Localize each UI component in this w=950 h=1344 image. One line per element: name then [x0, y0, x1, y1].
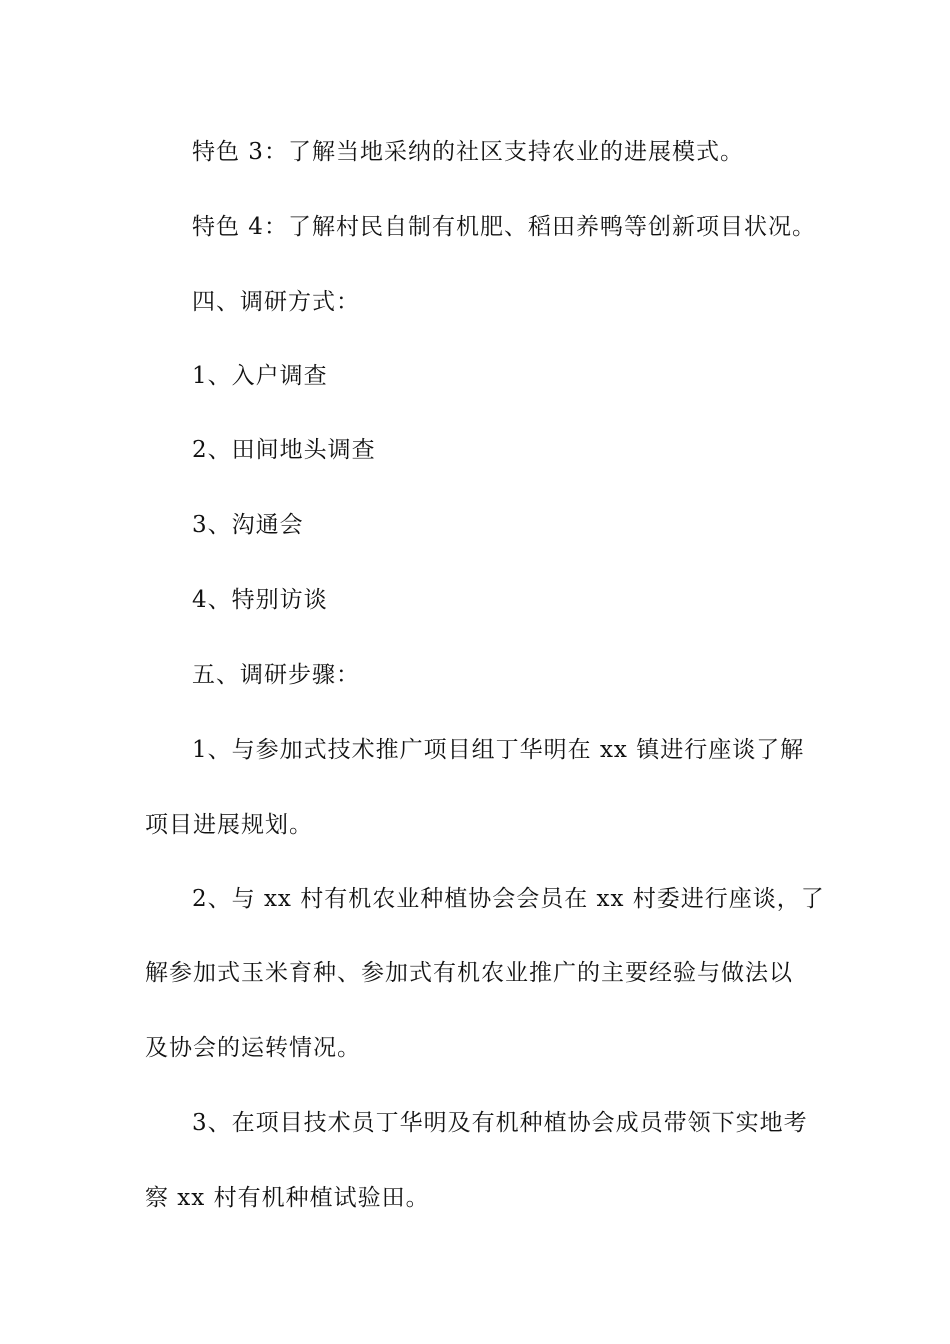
method-item-2: 2、田间地头调查: [192, 437, 376, 463]
method-item-3: 3、沟通会: [192, 512, 304, 538]
step-1-line-1: 1、与参加式技术推广项目组丁华明在 xx 镇进行座谈了解: [192, 737, 805, 763]
step-2-line-3: 及协会的运转情况。: [145, 1035, 361, 1061]
step-3-line-1: 3、在项目技术员丁华明及有机种植协会成员带领下实地考: [192, 1110, 808, 1136]
heading-research-methods: 四、调研方式：: [192, 289, 360, 315]
heading-research-steps: 五、调研步骤：: [192, 662, 360, 688]
method-item-1: 1、入户调查: [192, 363, 328, 389]
step-2-line-2: 解参加式玉米育种、参加式有机农业推广的主要经验与做法以: [145, 960, 793, 986]
step-2-line-1: 2、与 xx 村有机农业种植协会会员在 xx 村委进行座谈，了: [192, 886, 825, 912]
step-3-line-2: 察 xx 村有机种植试验田。: [145, 1185, 430, 1211]
method-item-4: 4、特别访谈: [192, 587, 328, 613]
paragraph-feature-3: 特色 3：了解当地采纳的社区支持农业的进展模式。: [192, 139, 744, 165]
paragraph-feature-4: 特色 4：了解村民自制有机肥、稻田养鸭等创新项目状况。: [192, 214, 816, 240]
step-1-line-2: 项目进展规划。: [145, 812, 313, 838]
